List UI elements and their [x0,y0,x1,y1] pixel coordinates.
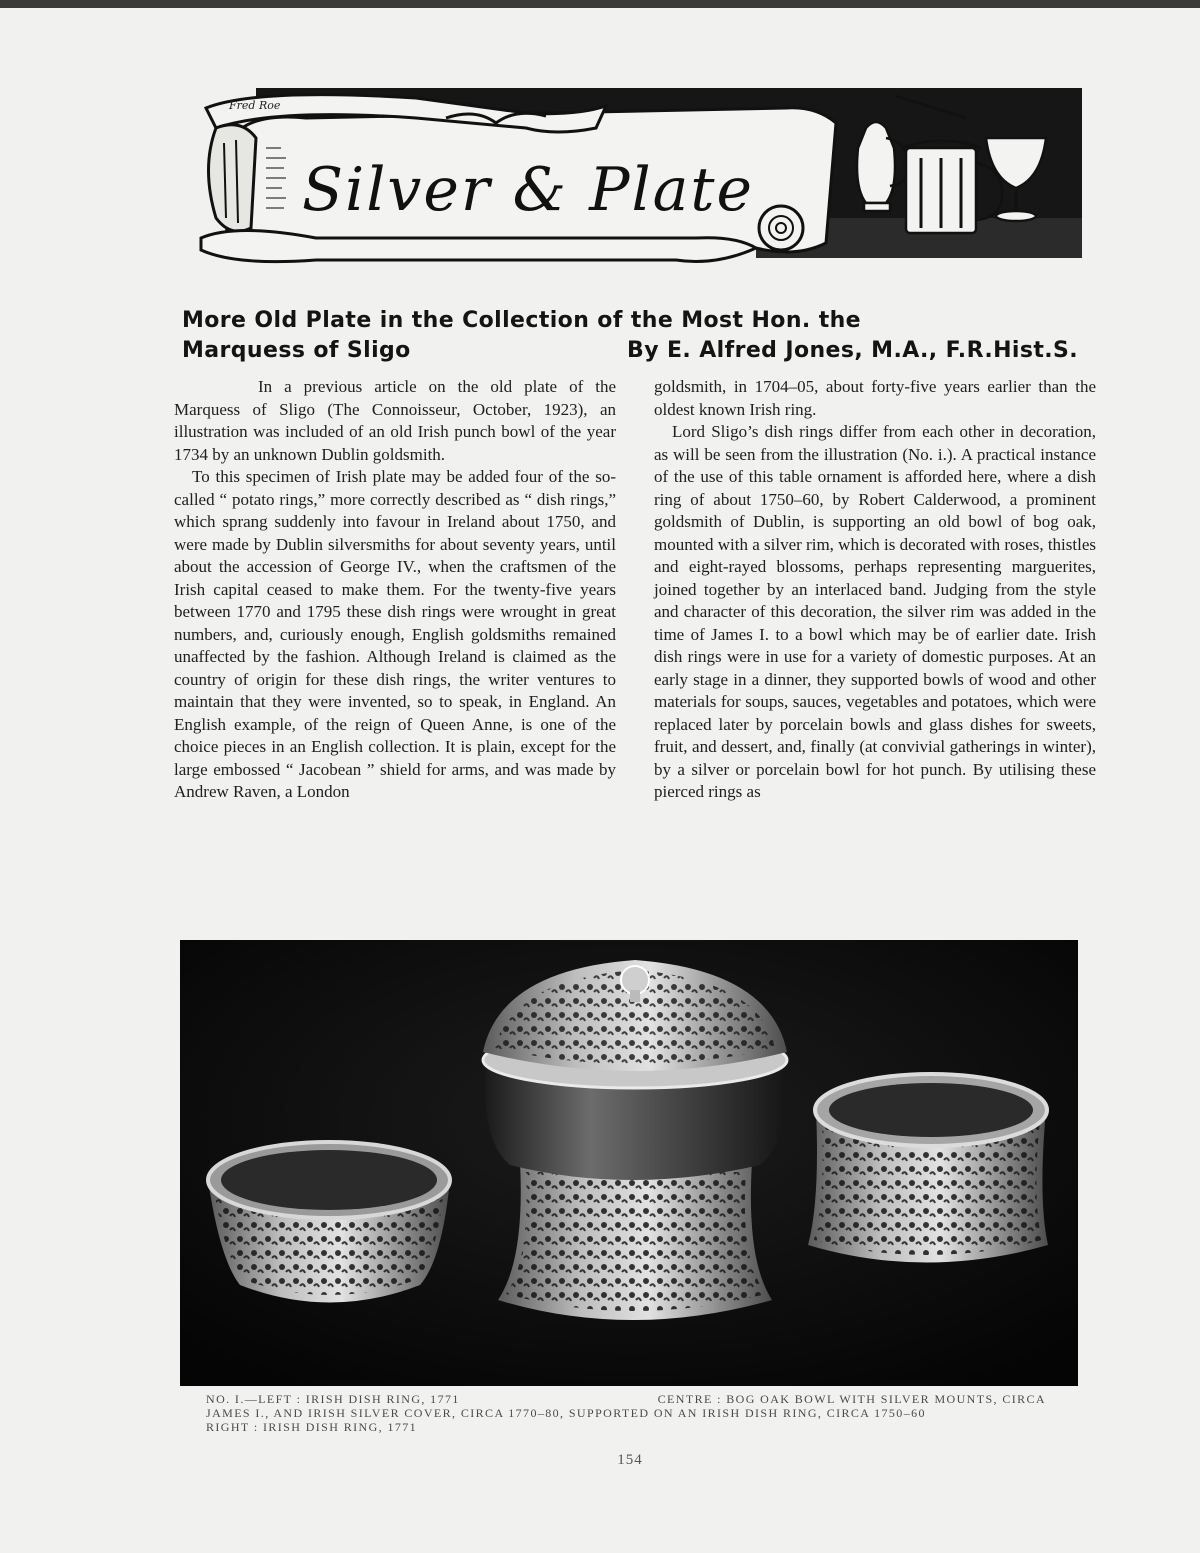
byline: By E. Alfred Jones, M.A., F.R.Hist.S. [627,338,1078,363]
paragraph: In a previous article on the old plate of the Marquess of Sligo (The Connoisseur, October, 1923), an illustration was included of an old Irish punch bowl of the year 1734 by an unknown Dublin goldsmith. [174,377,616,464]
headline-subject: Marquess of Sligo [182,338,411,363]
left-column [174,376,616,804]
figure-caption [206,1392,1046,1434]
headline-line-2 [182,336,1078,366]
article-headline [182,306,1082,366]
right-dish-ring [808,1074,1048,1263]
right-column [654,376,1096,804]
caption-line-3: RIGHT : IRISH DISH RING, 1771 [206,1420,418,1434]
top-edge-rule [0,0,1200,8]
paragraph: Lord Sligo’s dish rings differ from each other in decoration, as will be seen from the illustration (No. i.). A practical instance of the use of this table ornament is afforded here, where a dish ring of about 1750–60, by Robert Calderwood, a prominent goldsmith of Dublin, is supporting an old bowl of bog oak, mounted with a silver rim, which is decorated with roses, thistles and eight-rayed blossoms, perhaps representing marguerites, joined together by an interlaced band. Judging from the style and character of this decoration, the silver rim was added in the time of James I. to a bowl which may be of earlier date. Irish dish rings were in use for a variety of domestic purposes. At an early stage in a dinner, they supported bowls of wood and other materials for soups, sauces, vegetables and potatoes, which were replaced later by porcelain bowls and glass dishes for sweets, fruit, and dessert, and, finally (at convivial gatherings in winter), by a silver or porcelain bowl for hot punch. By utilising these pierced rings as [654,422,1096,801]
caption-line-2: JAMES I., AND IRISH SILVER COVER, CIRCA 1770–80, SUPPORTED ON AN IRISH DISH RING, CIRCA 1750–60 [206,1406,926,1420]
caption-line-1 [206,1392,1046,1406]
artist-signature: Fred Roe [229,99,281,112]
paragraph: To this specimen of Irish plate may be added four of the so-called “ potato rings,” more correctly described as “ dish rings,” which sprang suddenly into favour in Ireland about 1750, and were made by Dublin silversmiths for about seventy years, until about the accession of George IV., when the craftsmen of the Irish capital ceased to make them. For the twenty-five years between 1770 and 1795 these dish rings were wrought in great numbers, and, curiously enough, English goldsmiths remained unaffected by the fashion. Although Ireland is claimed as the country of origin for these dish rings, the writer ventures to maintain that they were invented, so to speak, in England. An English example, of the reign of Queen Anne, is one of the choice pieces in an English collection. It is plain, except for the large embossed “ Jacobean ” shield for arms, and was made by Andrew Raven, a London [174,467,616,801]
left-dish-ring [208,1142,450,1303]
caption-left: NO. I.—LEFT : IRISH DISH RING, 1771 [206,1392,460,1406]
header-banner [196,88,1082,268]
headline-line-1: More Old Plate in the Collection of the Most Hon. the [182,308,861,333]
centre-bowl-and-cover [483,960,787,1320]
dish-rings-photograph [180,940,1078,1386]
banner-title: Silver & Plate [301,155,755,225]
caption-centre: CENTRE : BOG OAK BOWL WITH SILVER MOUNTS, CIRCA [657,1392,1046,1406]
paragraph: goldsmith, in 1704–05, about forty-five years earlier than the oldest known Irish ring. [654,377,1096,419]
page-number: 154 [617,1452,643,1468]
